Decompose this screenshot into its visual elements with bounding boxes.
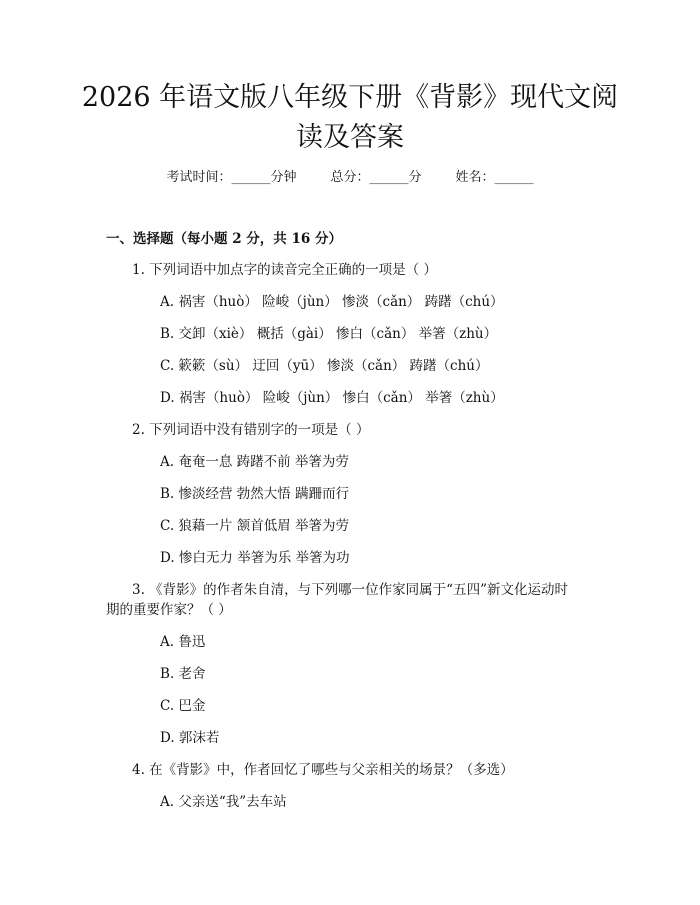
question-stem: 3. 《背影》的作者朱自清，与下列哪一位作家同属于“五四”新文化运动时 (132, 582, 568, 598)
question-stem: 4. 在《背影》中，作者回忆了哪些与父亲相关的场景？（多选） (132, 762, 514, 778)
question-stem: 2. 下列词语中没有错别字的一项是（ ） (132, 422, 370, 438)
question-option: D. 郭沫若 (160, 730, 220, 746)
exam-score: 总分：______分 (330, 170, 422, 185)
question-option: C. 簌簌（sù） 迂回（yū） 惨淡（cǎn） 踌躇（chú） (160, 358, 489, 374)
question-option: D. 祸害（huò） 险峻（jùn） 惨白（cǎn） 举箸（zhù） (160, 390, 504, 406)
question-option: B. 老舍 (160, 666, 206, 682)
question-option: B. 惨淡经营 勃然大悟 蹒跚而行 (160, 486, 350, 502)
question-option: C. 狼藉一片 颔首低眉 举箸为劳 (160, 518, 350, 534)
question-option: A. 奄奄一息 踌躇不前 举箸为劳 (160, 454, 349, 470)
question-option: B. 交卸（xiè） 概括（gài） 惨白（cǎn） 举箸（zhù） (160, 326, 498, 342)
section-heading: 一、选择题（每小题 2 分，共 16 分） (106, 231, 342, 247)
question-stem-continuation: 期的重要作家？（ ） (106, 602, 232, 618)
question-option: D. 惨白无力 举箸为乐 举箸为功 (160, 550, 350, 566)
question-option: C. 巴金 (160, 698, 206, 714)
doc-title-line-1: 2026 年语文版八年级下册《背影》现代文阅 (81, 82, 619, 113)
question-option: A. 鲁迅 (160, 634, 206, 650)
question-stem: 1. 下列词语中加点字的读音完全正确的一项是（ ） (132, 262, 437, 278)
doc-title-line-2: 读及答案 (296, 122, 404, 153)
question-option: A. 父亲送“我”去车站 (160, 794, 287, 810)
exam-meta (0, 166, 700, 190)
question-option: A. 祸害（huò） 险峻（jùn） 惨淡（cǎn） 踌躇（chú） (160, 294, 504, 310)
exam-name: 姓名：______ (455, 170, 534, 185)
exam-time: 考试时间：______分钟 (166, 170, 297, 185)
